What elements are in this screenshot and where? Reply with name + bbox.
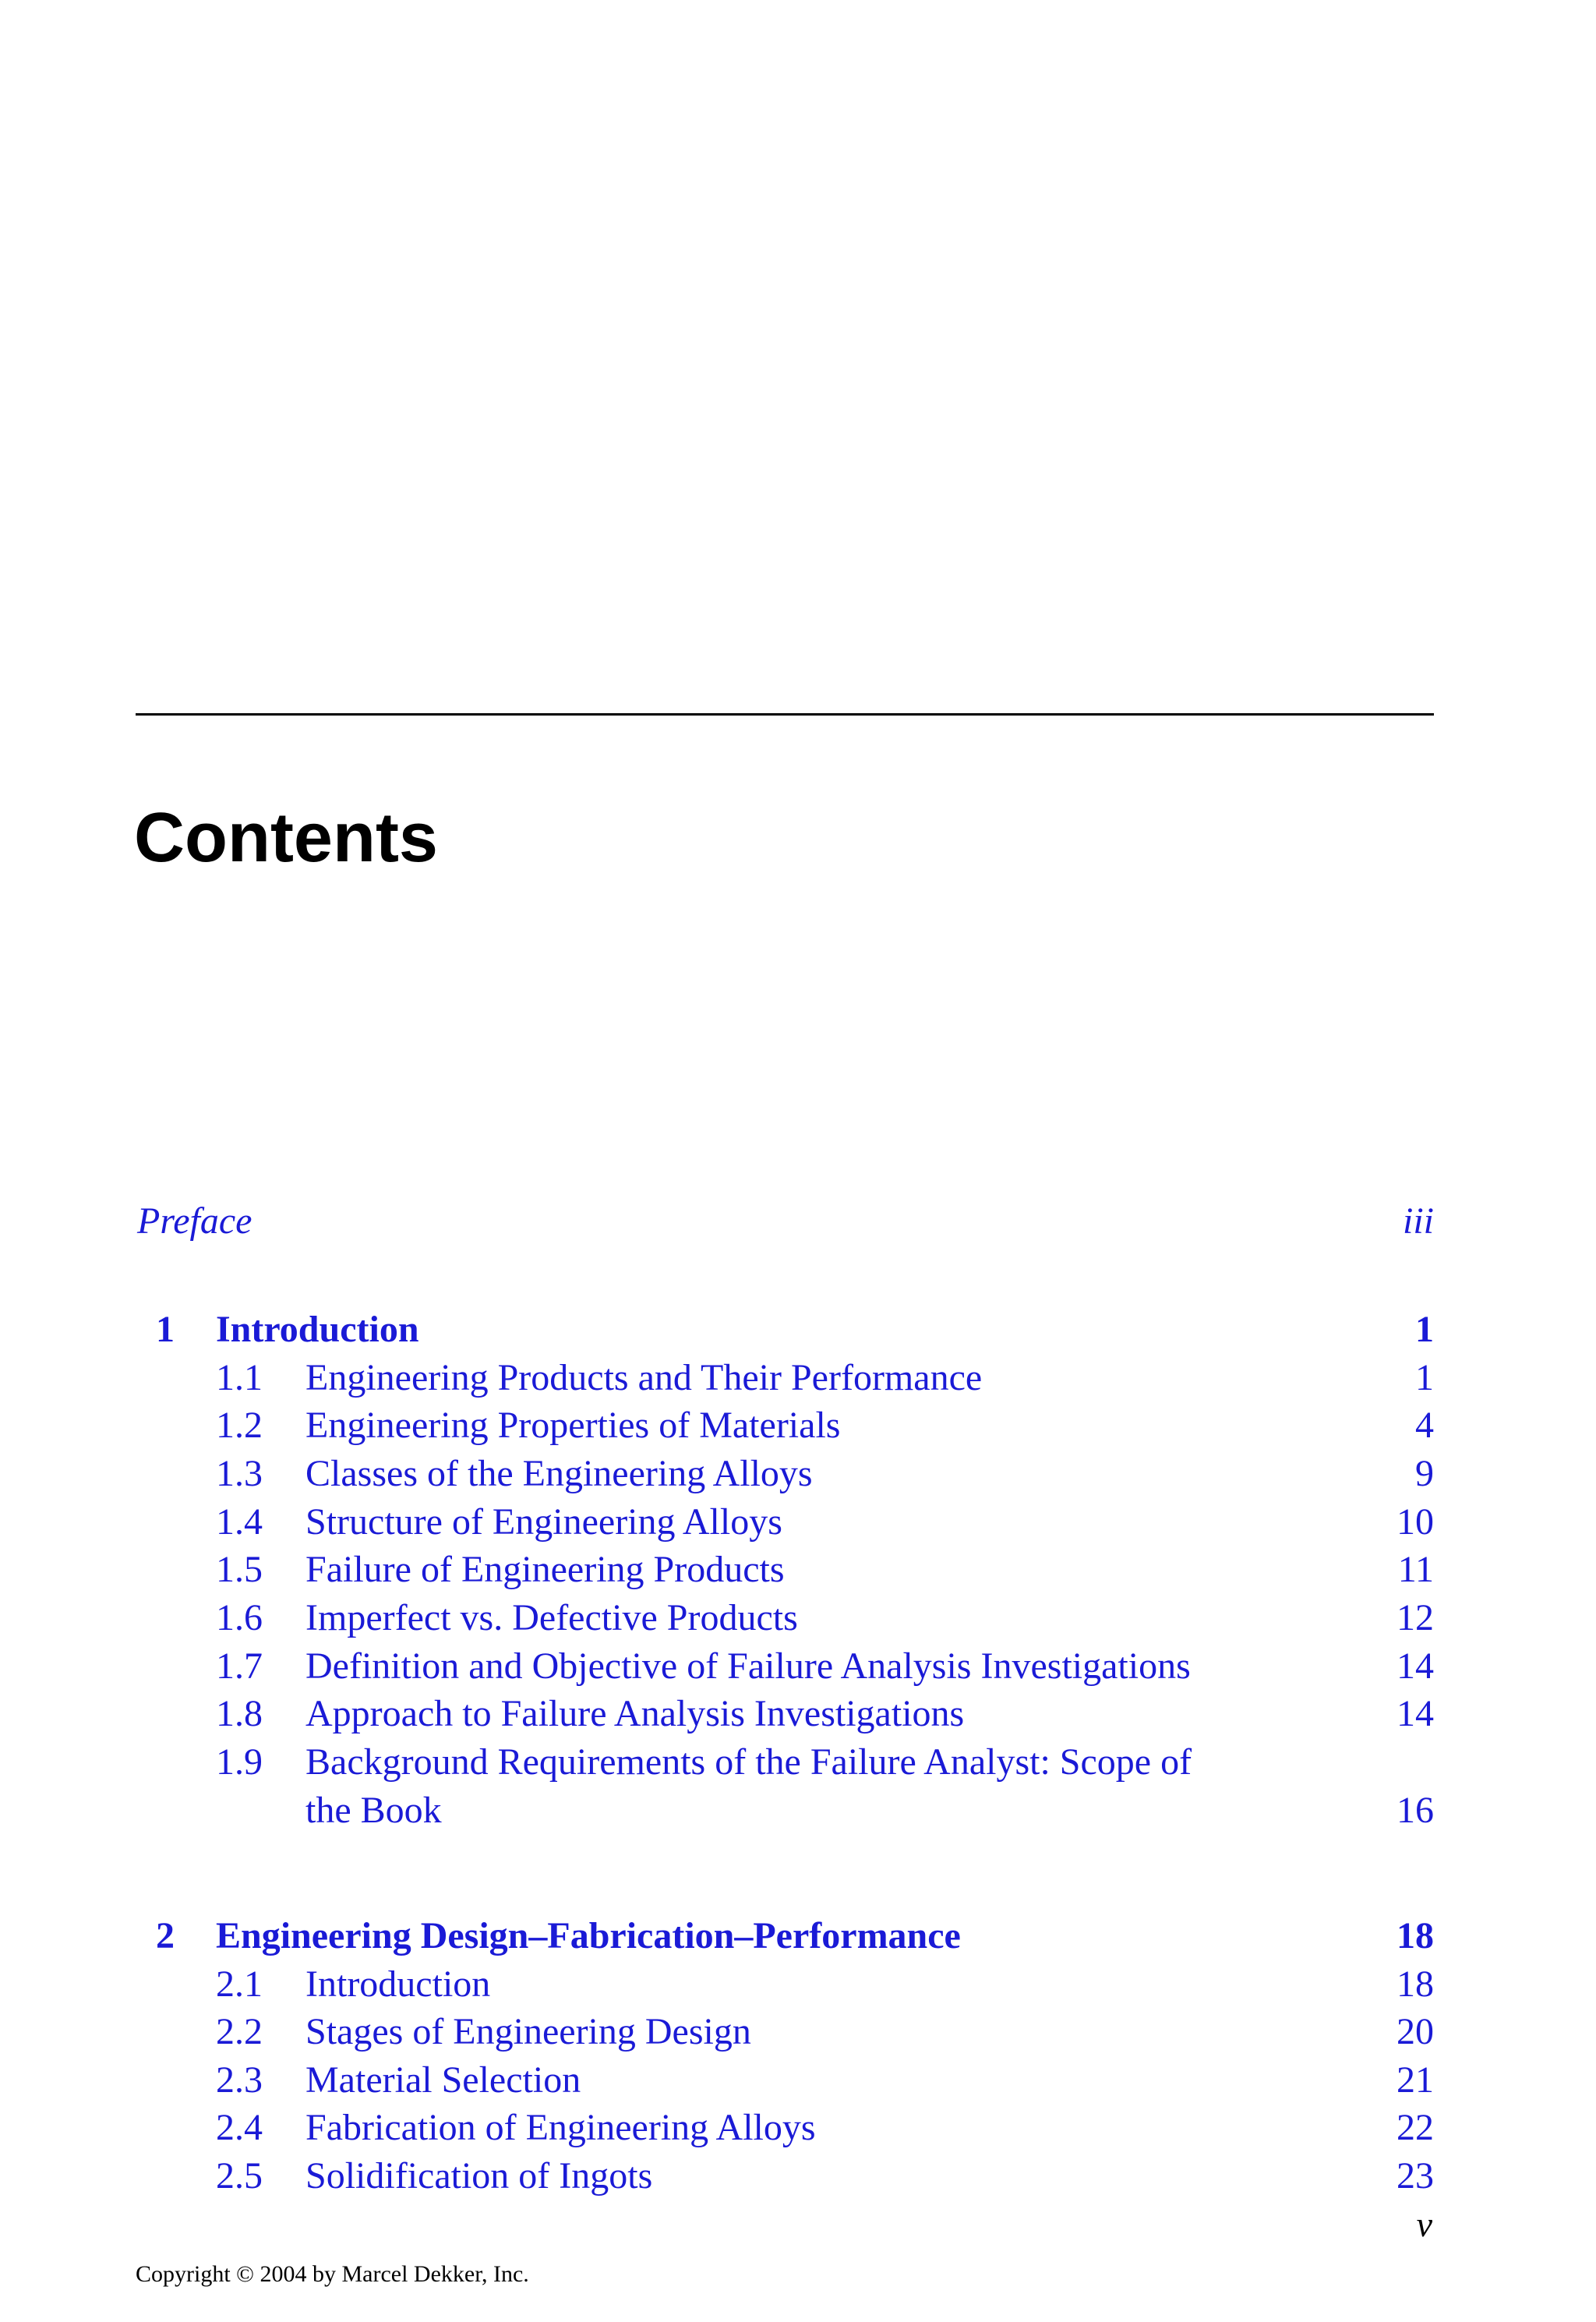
- section-title-continuation[interactable]: the Book: [305, 1790, 442, 1831]
- section-title[interactable]: Imperfect vs. Defective Products: [305, 1597, 798, 1638]
- top-rule: [136, 713, 1434, 716]
- section-title[interactable]: Stages of Engineering Design: [305, 2011, 751, 2052]
- chapter-title[interactable]: Engineering Design–Fabrication–Performance: [216, 1915, 961, 1956]
- section-number: 2.3: [216, 2059, 263, 2101]
- section-number: 2.1: [216, 1963, 263, 2005]
- toc-entry-preface[interactable]: [0, 1197, 1596, 1246]
- section-number: 2.5: [216, 2155, 263, 2197]
- toc-entry-page[interactable]: iii: [1402, 1200, 1434, 1242]
- section-title[interactable]: Structure of Engineering Alloys: [305, 1501, 782, 1543]
- section-number: 1.5: [216, 1549, 263, 1590]
- section-page[interactable]: 10: [1396, 1501, 1434, 1543]
- toc-section-1-8[interactable]: [0, 1690, 1596, 1738]
- toc-chapter-2[interactable]: [0, 1912, 1596, 1960]
- section-page[interactable]: 14: [1396, 1693, 1434, 1734]
- section-page[interactable]: 9: [1415, 1453, 1434, 1494]
- section-title[interactable]: Material Selection: [305, 2059, 581, 2101]
- toc-section-2-4[interactable]: [0, 2104, 1596, 2152]
- section-page[interactable]: 12: [1396, 1597, 1434, 1638]
- section-page[interactable]: 20: [1396, 2011, 1434, 2052]
- toc-section-1-1[interactable]: [0, 1354, 1596, 1402]
- toc-section-1-9-continued[interactable]: [0, 1787, 1596, 1835]
- section-page[interactable]: 22: [1396, 2107, 1434, 2148]
- section-title[interactable]: Definition and Objective of Failure Analysis Investigations: [305, 1645, 1191, 1687]
- section-number: 2.2: [216, 2011, 263, 2052]
- section-number: 1.9: [216, 1741, 263, 1783]
- section-title[interactable]: Fabrication of Engineering Alloys: [305, 2107, 816, 2148]
- section-page[interactable]: 14: [1396, 1645, 1434, 1687]
- toc-section-1-5[interactable]: [0, 1546, 1596, 1594]
- toc-section-2-1[interactable]: [0, 1960, 1596, 2009]
- section-number: 1.6: [216, 1597, 263, 1638]
- section-title[interactable]: Engineering Products and Their Performance: [305, 1357, 983, 1398]
- toc-section-2-2[interactable]: [0, 2008, 1596, 2056]
- section-page[interactable]: 4: [1415, 1405, 1434, 1446]
- toc-section-2-5[interactable]: [0, 2152, 1596, 2200]
- toc-chapter-1[interactable]: [0, 1306, 1596, 1354]
- section-title[interactable]: Introduction: [305, 1963, 491, 2005]
- toc-entry-title[interactable]: Preface: [137, 1200, 252, 1242]
- section-page[interactable]: 11: [1397, 1549, 1434, 1590]
- section-number: 1.1: [216, 1357, 263, 1398]
- section-page[interactable]: 16: [1396, 1790, 1434, 1831]
- toc-section-1-3[interactable]: [0, 1450, 1596, 1498]
- section-title[interactable]: Classes of the Engineering Alloys: [305, 1453, 813, 1494]
- section-number: 1.2: [216, 1405, 263, 1446]
- section-page[interactable]: 23: [1396, 2155, 1434, 2197]
- chapter-page[interactable]: 18: [1396, 1915, 1434, 1956]
- chapter-page[interactable]: 1: [1415, 1309, 1434, 1350]
- section-page[interactable]: 21: [1396, 2059, 1434, 2101]
- toc-section-1-6[interactable]: [0, 1594, 1596, 1642]
- section-title[interactable]: Solidification of Ingots: [305, 2155, 653, 2197]
- chapter-title[interactable]: Introduction: [216, 1309, 419, 1350]
- toc-section-1-7[interactable]: [0, 1642, 1596, 1691]
- section-number: 1.7: [216, 1645, 263, 1687]
- section-title[interactable]: Engineering Properties of Materials: [305, 1405, 841, 1446]
- section-title[interactable]: Failure of Engineering Products: [305, 1549, 785, 1590]
- page-folio: v: [1416, 2204, 1432, 2244]
- toc-section-1-2[interactable]: [0, 1401, 1596, 1450]
- section-number: 1.3: [216, 1453, 263, 1494]
- section-title[interactable]: Background Requirements of the Failure Analyst: Scope of: [305, 1741, 1192, 1783]
- section-number: 1.4: [216, 1501, 263, 1543]
- copyright-notice: Copyright © 2004 by Marcel Dekker, Inc.: [136, 2261, 529, 2287]
- page-title: Contents: [134, 799, 438, 877]
- section-title[interactable]: Approach to Failure Analysis Investigations: [305, 1693, 965, 1734]
- toc-section-2-3[interactable]: [0, 2056, 1596, 2105]
- section-number: 1.8: [216, 1693, 263, 1734]
- section-page[interactable]: 1: [1415, 1357, 1434, 1398]
- toc-section-1-9[interactable]: [0, 1738, 1596, 1787]
- toc-section-1-4[interactable]: [0, 1498, 1596, 1546]
- chapter-number: 2: [156, 1915, 175, 1956]
- section-number: 2.4: [216, 2107, 263, 2148]
- chapter-number: 1: [156, 1309, 175, 1350]
- section-page[interactable]: 18: [1396, 1963, 1434, 2005]
